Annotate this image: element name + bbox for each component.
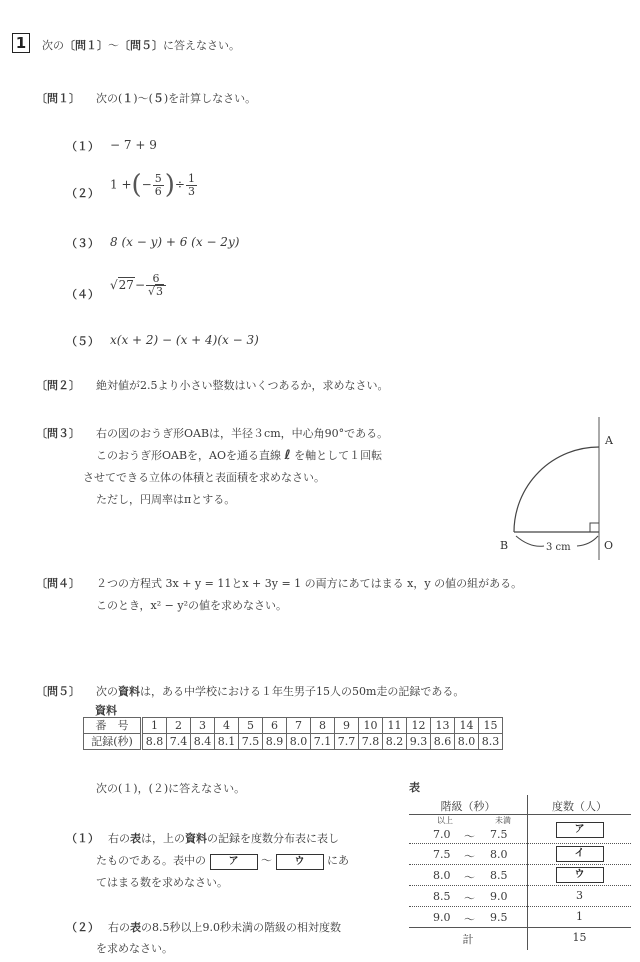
q5-sub1-line-2: たものである。表中の ア ～ ウ にあ bbox=[96, 852, 349, 870]
data-number-cell: 9 bbox=[335, 718, 359, 734]
frequency-value: 3 bbox=[576, 889, 583, 902]
total-value: 15 bbox=[572, 931, 587, 944]
q3-line-2b: を軸として１回転 bbox=[294, 449, 383, 462]
label-a: A bbox=[605, 434, 613, 447]
frequency-value: 1 bbox=[576, 910, 583, 923]
q1-label: 〔問１〕 bbox=[36, 92, 80, 105]
data-number-cell: 11 bbox=[383, 718, 407, 734]
data-number-cell: 1 bbox=[142, 718, 167, 734]
data-number-cell: 5 bbox=[239, 718, 263, 734]
data-title: 資料 bbox=[95, 704, 117, 717]
q5-text-post: は，ある中学校における１年生男子15人の50m走の記録である。 bbox=[140, 685, 465, 698]
open-paren: ( bbox=[131, 170, 142, 200]
q5-sub2-line-1: 右の表の8.5秒以上9.0秒未満の階級の相対度数 bbox=[108, 921, 341, 934]
class-lower: 8.5 bbox=[433, 890, 451, 903]
freq-table-header bbox=[409, 795, 631, 815]
q1-item-5-expr: x(x + 2) − (x + 4)(x − 3) bbox=[110, 333, 259, 347]
expr2-div: ÷ bbox=[174, 177, 185, 192]
intro-q1-ref: 〔問１〕 bbox=[64, 39, 108, 52]
q3-label: 〔問３〕 bbox=[36, 427, 80, 440]
q4-label: 〔問４〕 bbox=[36, 577, 80, 590]
dimension-brace-right bbox=[577, 536, 598, 546]
class-tilde: ～ bbox=[464, 913, 475, 926]
problem-intro bbox=[42, 37, 240, 53]
label-b: B bbox=[500, 539, 509, 552]
sqrt-icon: √ bbox=[110, 278, 118, 292]
label-below: 未満 bbox=[495, 816, 511, 825]
expr4-minus: − bbox=[134, 278, 145, 292]
line-symbol-ell: ℓ bbox=[284, 448, 291, 463]
data-table bbox=[83, 717, 503, 750]
data-record-cell: 8.6 bbox=[431, 734, 455, 750]
q1-item-1-expr: − 7 + 9 bbox=[110, 138, 157, 152]
intro-text: 次の bbox=[42, 39, 64, 52]
frequency-table bbox=[409, 795, 631, 948]
header-frequency: 度数（人） bbox=[552, 800, 607, 813]
q5-sub1-label: （１） bbox=[66, 832, 99, 845]
q5-sub2-label: （２） bbox=[66, 921, 99, 934]
intro-sep: ～ bbox=[108, 39, 119, 52]
q1-item-5-label: （５） bbox=[66, 335, 99, 348]
data-record-cell: 7.1 bbox=[311, 734, 335, 750]
q1-instr-a: １ bbox=[122, 92, 134, 105]
data-table-row-number bbox=[84, 718, 503, 734]
expr2-lead: 1 + bbox=[110, 177, 132, 192]
q1-instr-mid: )～( bbox=[133, 92, 153, 105]
class-upper: 7.5 bbox=[490, 828, 508, 841]
data-number-cell: 2 bbox=[167, 718, 191, 734]
q1-item-1-label: （１） bbox=[66, 140, 99, 153]
class-tilde: ～ bbox=[464, 850, 475, 863]
q5-sub1-line-1: 右の表は，上の資料の記録を度数分布表に表し bbox=[108, 832, 339, 845]
q3-line-3: させてできる立体の体積と表面積を求めなさい。 bbox=[83, 471, 325, 484]
q5-text bbox=[96, 683, 464, 699]
dimension-brace-left bbox=[516, 536, 544, 546]
freq-table-row bbox=[409, 886, 631, 907]
data-record-cell: 8.1 bbox=[215, 734, 239, 750]
label-o: O bbox=[604, 539, 614, 552]
data-record-cell: 9.3 bbox=[407, 734, 431, 750]
answer-box: イ bbox=[556, 846, 604, 862]
data-number-cell: 13 bbox=[431, 718, 455, 734]
q2-label: 〔問２〕 bbox=[36, 379, 80, 392]
q4-line-1: ２つの方程式 3x + y = 11とx + 3y = 1 の両方にあてはまる x，y の値の組がある。 bbox=[96, 577, 523, 590]
q1-item-2-label: （２） bbox=[66, 187, 99, 200]
q3-line-1: 右の図のおうぎ形OABは，半径３cm，中心角90°である。 bbox=[96, 427, 389, 440]
data-record-cell: 8.3 bbox=[479, 734, 503, 750]
problem-number-box: 1 bbox=[12, 33, 30, 53]
answer-box-c: ウ bbox=[276, 854, 324, 870]
class-upper: 9.5 bbox=[490, 911, 508, 924]
radius-label: 3 cm bbox=[546, 542, 571, 553]
q5-label: 〔問５〕 bbox=[36, 685, 80, 698]
data-record-cell: 8.4 bbox=[191, 734, 215, 750]
data-number-cell: 7 bbox=[287, 718, 311, 734]
header-record: 記録(秒) bbox=[84, 734, 142, 750]
class-lower: 7.5 bbox=[433, 848, 451, 861]
data-record-cell: 7.5 bbox=[239, 734, 263, 750]
class-upper: 8.0 bbox=[490, 848, 508, 861]
class-tilde: ～ bbox=[464, 871, 475, 884]
data-record-cell: 8.0 bbox=[287, 734, 311, 750]
header-number: 番 号 bbox=[84, 718, 142, 734]
header-class: 階級（秒） bbox=[440, 800, 496, 813]
q5-text-bold: 資料 bbox=[118, 685, 140, 698]
q1-instr-pre: 次の( bbox=[96, 92, 123, 105]
fraction-1-3: $\frac{1}{3}$ bbox=[187, 171, 195, 198]
data-record-cell: 8.0 bbox=[455, 734, 479, 750]
data-record-cell: 8.8 bbox=[142, 734, 167, 750]
data-record-cell: 8.2 bbox=[383, 734, 407, 750]
class-lower: 8.0 bbox=[433, 869, 451, 882]
sector-arc bbox=[514, 447, 599, 532]
class-upper: 9.0 bbox=[490, 890, 508, 903]
class-upper: 8.5 bbox=[490, 869, 508, 882]
data-record-cell: 8.9 bbox=[263, 734, 287, 750]
freq-table-title: 表 bbox=[409, 781, 420, 794]
q3-line-4: ただし，円周率はπとする。 bbox=[96, 493, 236, 506]
data-number-cell: 15 bbox=[479, 718, 503, 734]
data-number-cell: 8 bbox=[311, 718, 335, 734]
q5-sub2-line-2: を求めなさい。 bbox=[96, 942, 173, 955]
q1-instruction bbox=[96, 90, 256, 106]
class-lower: 9.0 bbox=[433, 911, 451, 924]
q4-line-2: このとき，x² − y²の値を求めなさい。 bbox=[96, 599, 288, 612]
class-tilde: ～ bbox=[464, 830, 475, 843]
freq-table-row bbox=[409, 844, 631, 865]
q1-instr-post: )を計算しなさい。 bbox=[163, 92, 257, 105]
q1-item-2-expr bbox=[110, 172, 198, 198]
fraction-6-sqrt3: $\frac{6}{√3}$ bbox=[146, 273, 166, 298]
total-label: 計 bbox=[462, 933, 474, 946]
q1-item-3-label: （３） bbox=[66, 237, 99, 250]
q3-line-2a: このおうぎ形OABを，AOを通る直線 bbox=[96, 449, 282, 462]
data-number-cell: 3 bbox=[191, 718, 215, 734]
answer-box: ア bbox=[556, 822, 604, 838]
freq-table-total-row bbox=[409, 928, 631, 948]
data-record-cell: 7.8 bbox=[359, 734, 383, 750]
q5-sub1-line-3: てはまる数を求めなさい。 bbox=[96, 876, 228, 889]
label-above: 以上 bbox=[437, 816, 453, 825]
freq-table-row bbox=[409, 815, 631, 844]
q1-item-4-label: （４） bbox=[66, 288, 99, 301]
fraction-5-6: $\frac{5}{6}$ bbox=[154, 171, 162, 198]
q1-item-4-expr bbox=[110, 273, 167, 298]
data-table-row-record bbox=[84, 734, 503, 750]
class-tilde: ～ bbox=[464, 892, 475, 905]
q3-line-2 bbox=[96, 447, 382, 463]
intro-post: に答えなさい。 bbox=[163, 39, 240, 52]
sector-figure bbox=[470, 400, 640, 560]
class-lower: 7.0 bbox=[433, 828, 451, 841]
q5-text-pre: 次の bbox=[96, 685, 118, 698]
data-record-cell: 7.4 bbox=[167, 734, 191, 750]
q1-item-3-expr: 8 (x − y) + 6 (x − 2y) bbox=[110, 235, 240, 249]
expr2-neg: − bbox=[141, 177, 152, 192]
q5-sub-intro: 次の(１)，(２)に答えなさい。 bbox=[96, 782, 246, 795]
close-paren: ) bbox=[164, 170, 175, 200]
intro-q5-ref: 〔問５〕 bbox=[119, 39, 163, 52]
data-number-cell: 4 bbox=[215, 718, 239, 734]
sqrt-arg: 27 bbox=[118, 278, 134, 292]
q1-instr-b: ５ bbox=[152, 92, 164, 105]
data-number-cell: 10 bbox=[359, 718, 383, 734]
freq-table-row bbox=[409, 907, 631, 928]
q2-text: 絶対値が2.5より小さい整数はいくつあるか，求めなさい。 bbox=[96, 379, 389, 392]
right-angle-mark bbox=[590, 523, 599, 532]
data-number-cell: 12 bbox=[407, 718, 431, 734]
freq-table-row bbox=[409, 865, 631, 886]
answer-box-a: ア bbox=[210, 854, 258, 870]
data-number-cell: 6 bbox=[263, 718, 287, 734]
data-record-cell: 7.7 bbox=[335, 734, 359, 750]
answer-box: ウ bbox=[556, 867, 604, 883]
data-number-cell: 14 bbox=[455, 718, 479, 734]
